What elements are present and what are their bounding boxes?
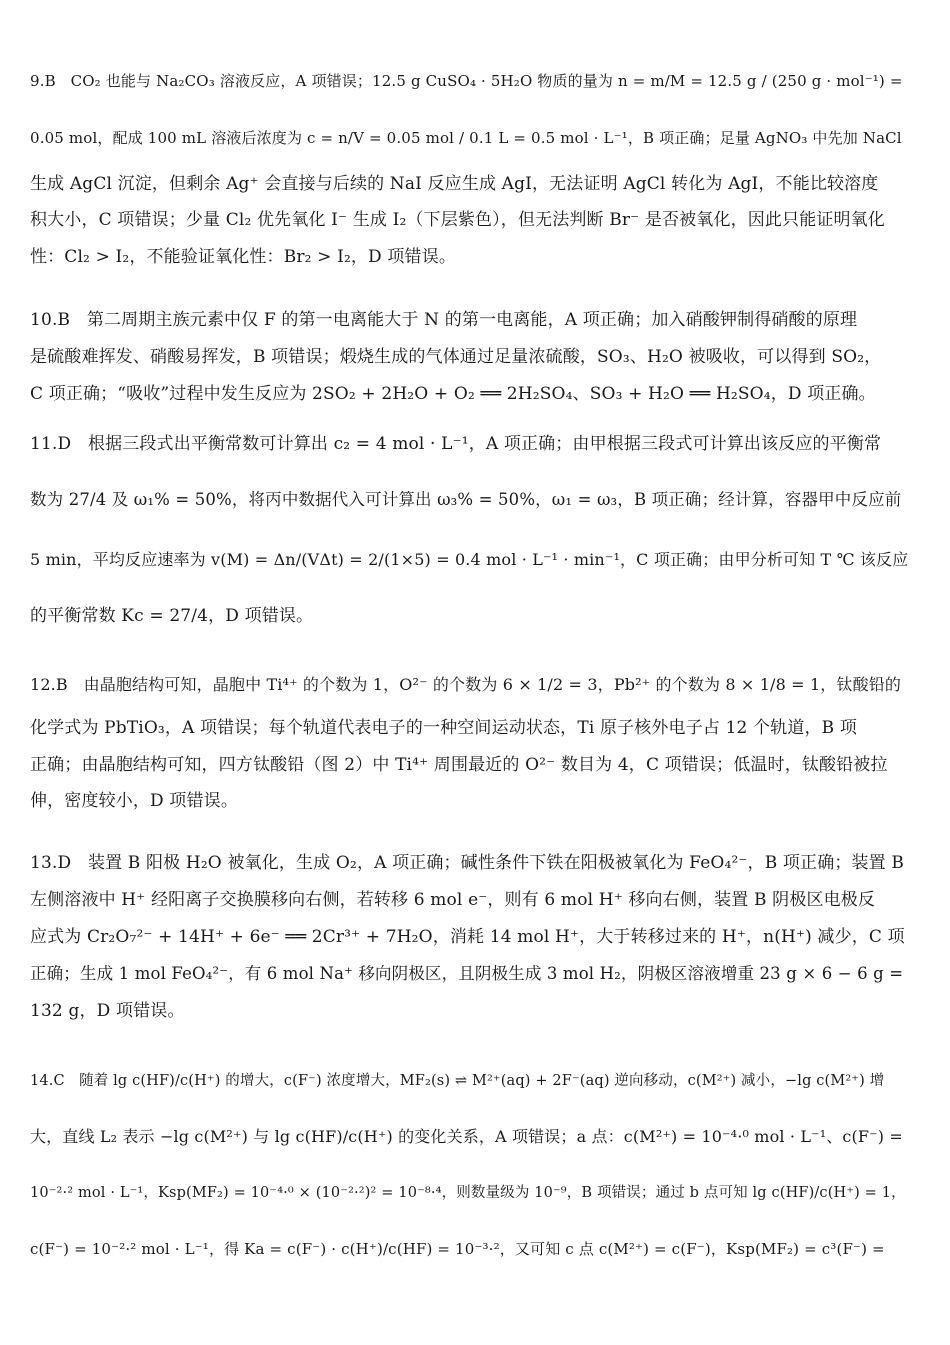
answer-line: 是硫酸难挥发、硝酸易挥发，B 项错误；煅烧生成的气体通过足量浓硫酸，SO₃、H₂O 被吸收，可以得到 SO₂， xyxy=(30,347,882,367)
answer-line: 正确；生成 1 mol FeO₄²⁻，有 6 mol Na⁺ 移向阴极区，且阴极生成 3 mol H₂，阴极区溶液增重 23 g × 6 − 6 g = xyxy=(30,964,904,983)
answer-line: 伸，密度较小，D 项错误。 xyxy=(30,791,238,811)
answer-choice: D xyxy=(57,853,72,873)
answer-line: 大，直线 L₂ 表示 −lg c(M²⁺) 与 lg c(HF)/c(H⁺) 的变化关系，A 项错误；a 点：c(M²⁺) = 10⁻⁴·⁰ mol · L⁻¹、c(F⁻) = xyxy=(30,1127,903,1146)
answer-number: 12 xyxy=(30,675,51,694)
answer-choice: B xyxy=(55,675,68,694)
answer-line: 的平衡常数 Kc = 27/4，D 项错误。 xyxy=(30,606,314,626)
answer-line: 左侧溶液中 H⁺ 经阳离子交换膜移向右侧，若转移 6 mol e⁻，则有 6 mol H⁺ 移向右侧，装置 B 阴极区电极反 xyxy=(30,890,876,910)
answer-line: 数为 27/4 及 ω₁% = 50%，将丙中数据代入可计算出 ω₃% = 50%，ω₁ = ω₃，B 项正确；经计算，容器甲中反应前 xyxy=(30,490,902,509)
answer-line: 5 min，平均反应速率为 v(M) = Δn/(VΔt) = 2/(1×5) = 0.4 mol · L⁻¹ · min⁻¹，C 项正确；由甲分析可知 T ℃ 该反应 xyxy=(30,550,909,569)
answer-item-9: 9.B CO₂ 也能与 Na₂CO₃ 溶液反应，A 项错误；12.5 g CuSO₄ · 5H₂O 物质的量为 n = m/M = 12.5 g / (250 g · mol⁻¹) = 0.05 mol，配成 100 mL 溶液后浓度为 c = n/V = 0.05 mol / 0.1 L = 0.5 mol · L⁻¹，B 项正确；足量 AgNO₃ 中先加 NaCl 生成 AgCl 沉淀，但剩余 Ag⁺ 会直接与后续的 NaI 反应生成 AgI，无法证明 AgCl 转化为 AgI，不能比较溶度 积大小，C 项错误；少量 Cl₂ 优先氧化 I⁻ 生成 I₂（下层紫色），但无法判断 Br⁻ 是否被氧化，因此只能证明氧化 性：Cl₂ > I₂，不能验证氧化性：Br₂ > I₂，D 项错误。 xyxy=(30,66,910,268)
answer-line: 根据三段式出平衡常数可计算出 c₂ = 4 mol · L⁻¹，A 项正确；由甲根据三段式可计算出该反应的平衡常 xyxy=(87,434,882,454)
answer-line: 化学式为 PbTiO₃，A 项错误；每个轨道代表电子的一种空间运动状态，Ti 原子核外电子占 12 个轨道，B 项 xyxy=(30,718,857,738)
answer-line: C 项正确；“吸收”过程中发生反应为 2SO₂ + 2H₂O + O₂ ══ 2H₂SO₄、SO₃ + H₂O ══ H₂SO₄，D 项正确。 xyxy=(30,384,876,404)
answer-choice: D xyxy=(57,434,72,454)
answer-choice: B xyxy=(44,72,56,90)
answer-number: 10 xyxy=(30,310,52,330)
answer-line: 生成 AgCl 沉淀，但剩余 Ag⁺ 会直接与后续的 NaI 反应生成 AgI，无法证明 AgCl 转化为 AgI，不能比较溶度 xyxy=(30,174,879,194)
answer-line: c(F⁻) = 10⁻²·² mol · L⁻¹，得 Ka = c(F⁻) · c(H⁺)/c(HF) = 10⁻³·²，又可知 c 点 c(M²⁺) = c(F⁻)，Ksp(MF₂) = c³(F⁻) = xyxy=(30,1240,885,1258)
answer-choice: B xyxy=(57,310,71,330)
answer-choice: C xyxy=(53,1073,65,1089)
answer-line: 应式为 Cr₂O₇²⁻ + 14H⁺ + 6e⁻ ══ 2Cr³⁺ + 7H₂O，消耗 14 mol H⁺，大于转移过来的 H⁺，n(H⁺) 减少，C 项 xyxy=(30,927,905,947)
answer-line: 性：Cl₂ > I₂，不能验证氧化性：Br₂ > I₂，D 项错误。 xyxy=(30,247,456,267)
answer-line: 132 g，D 项错误。 xyxy=(30,1001,185,1021)
answer-item-11: 11.D 根据三段式出平衡常数可计算出 c₂ = 4 mol · L⁻¹，A 项正确；由甲根据三段式可计算出该反应的平衡常 数为 27/4 及 ω₁% = 50%，将丙中数据代入可计算出 ω₃% = 50%，ω₁ = ω₃，B 项正确；经计算，容器甲中反应前 5 min，平均反应速率为 v(M) = Δn/(VΔt) = 2/(1×5) = 0.4 mol · L⁻¹ · min⁻¹，C 项正确；由甲分析可知 T ℃ 该反应 的平衡常数 Kc = 27/4，D 项错误。 xyxy=(30,433,910,631)
answer-item-10: 10.B 第二周期主族元素中仅 F 的第一电离能大于 N 的第一电离能，A 项正确；加入硝酸钾制得硝酸的原理 是硫酸难挥发、硝酸易挥发，B 项错误；煅烧生成的气体通过足量浓硫酸，SO₃、H₂O 被吸收，可以得到 SO₂， C 项正确；“吸收”过程中发生反应为 2SO₂ + 2H₂O + O₂ ══ 2H₂SO₄、SO₃ + H₂O ══ H₂SO₄，D 项正确。 xyxy=(30,309,910,405)
answer-number: 13 xyxy=(30,853,52,873)
answer-number: 11 xyxy=(30,434,52,454)
answer-item-13: 13.D 装置 B 阳极 H₂O 被氧化，生成 O₂，A 项正确；碱性条件下铁在阳极被氧化为 FeO₄²⁻，B 项正确；装置 B 左侧溶液中 H⁺ 经阳离子交换膜移向右侧，若转移 6 mol e⁻，则有 6 mol H⁺ 移向右侧，装置 B 阴极区电极反 应式为 Cr₂O₇²⁻ + 14H⁺ + 6e⁻ ══ 2Cr³⁺ + 7H₂O，消耗 14 mol H⁺，大于转移过来的 H⁺，n(H⁺) 减少，C 项 正确；生成 1 mol FeO₄²⁻，有 6 mol Na⁺ 移向阴极区，且阴极生成 3 mol H₂，阴极区溶液增重 23 g × 6 − 6 g = 132 g，D 项错误。 xyxy=(30,852,910,1022)
answer-line: 10⁻²·² mol · L⁻¹，Ksp(MF₂) = 10⁻⁴·⁰ × (10⁻²·²)² = 10⁻⁸·⁴，则数量级为 10⁻⁹，B 项错误；通过 b 点可知 lg c(HF)/c(H⁺) = 1， xyxy=(30,1185,906,1201)
answer-item-14: 14.C 随着 lg c(HF)/c(H⁺) 的增大，c(F⁻) 浓度增大，MF₂(s) ⇌ M²⁺(aq) + 2F⁻(aq) 逆向移动，c(M²⁺) 减小，−lg c(M²⁺) 增 大，直线 L₂ 表示 −lg c(M²⁺) 与 lg c(HF)/c(H⁺) 的变化关系，A 项错误；a 点：c(M²⁺) = 10⁻⁴·⁰ mol · L⁻¹、c(F⁻) = 10⁻²·² mol · L⁻¹，Ksp(MF₂) = 10⁻⁴·⁰ × (10⁻²·²)² = 10⁻⁸·⁴，则数量级为 10⁻⁹，B 项错误；通过 b 点可知 lg c(HF)/c(H⁺) = 1， c(F⁻) = 10⁻²·² mol · L⁻¹，得 Ka = c(F⁻) · c(H⁺)/c(HF) = 10⁻³·²，又可知 c 点 c(M²⁺) = c(F⁻)，Ksp(MF₂) = c³(F⁻) = xyxy=(30,1066,910,1264)
answer-line: 积大小，C 项错误；少量 Cl₂ 优先氧化 I⁻ 生成 I₂（下层紫色），但无法判断 Br⁻ 是否被氧化，因此只能证明氧化 xyxy=(30,210,885,230)
answer-number: 14 xyxy=(30,1073,49,1089)
answer-item-12: 12.B 由晶胞结构可知，晶胞中 Ti⁴⁺ 的个数为 1，O²⁻ 的个数为 6 × 1/2 = 3，Pb²⁺ 的个数为 8 × 1/8 = 1，钛酸铅的 化学式为 PbTiO₃，A 项错误；每个轨道代表电子的一种空间运动状态，Ti 原子核外电子占 12 个轨道，B 项 正确；由晶胞结构可知，四方钛酸铅（图 2）中 Ti⁴⁺ 周围最近的 O²⁻ 数目为 4，C 项错误；低温时，钛酸铅被拉 伸，密度较小，D 项错误。 xyxy=(30,672,910,812)
answer-line: 0.05 mol，配成 100 mL 溶液后浓度为 c = n/V = 0.05 mol / 0.1 L = 0.5 mol · L⁻¹，B 项正确；足量 AgNO₃ 中先加 NaCl xyxy=(30,129,902,147)
answer-line: 第二周期主族元素中仅 F 的第一电离能大于 N 的第一电离能，A 项正确；加入硝酸钾制得硝酸的原理 xyxy=(86,310,858,330)
answer-line: CO₂ 也能与 Na₂CO₃ 溶液反应，A 项错误；12.5 g CuSO₄ · 5H₂O 物质的量为 n = m/M = 12.5 g / (250 g · mol⁻¹) = xyxy=(70,72,903,90)
answer-line: 由晶胞结构可知，晶胞中 Ti⁴⁺ 的个数为 1，O²⁻ 的个数为 6 × 1/2 = 3，Pb²⁺ 的个数为 8 × 1/8 = 1，钛酸铅的 xyxy=(83,675,902,694)
answer-line: 随着 lg c(HF)/c(H⁺) 的增大，c(F⁻) 浓度增大，MF₂(s) ⇌ M²⁺(aq) + 2F⁻(aq) 逆向移动，c(M²⁺) 减小，−lg c(M²⁺) 增 xyxy=(79,1073,885,1089)
answer-line: 装置 B 阳极 H₂O 被氧化，生成 O₂，A 项正确；碱性条件下铁在阳极被氧化为 FeO₄²⁻，B 项正确；装置 B xyxy=(87,853,904,873)
answer-number: 9 xyxy=(30,72,40,90)
answer-line: 正确；由晶胞结构可知，四方钛酸铅（图 2）中 Ti⁴⁺ 周围最近的 O²⁻ 数目为 4，C 项错误；低温时，钛酸铅被拉 xyxy=(30,755,888,775)
